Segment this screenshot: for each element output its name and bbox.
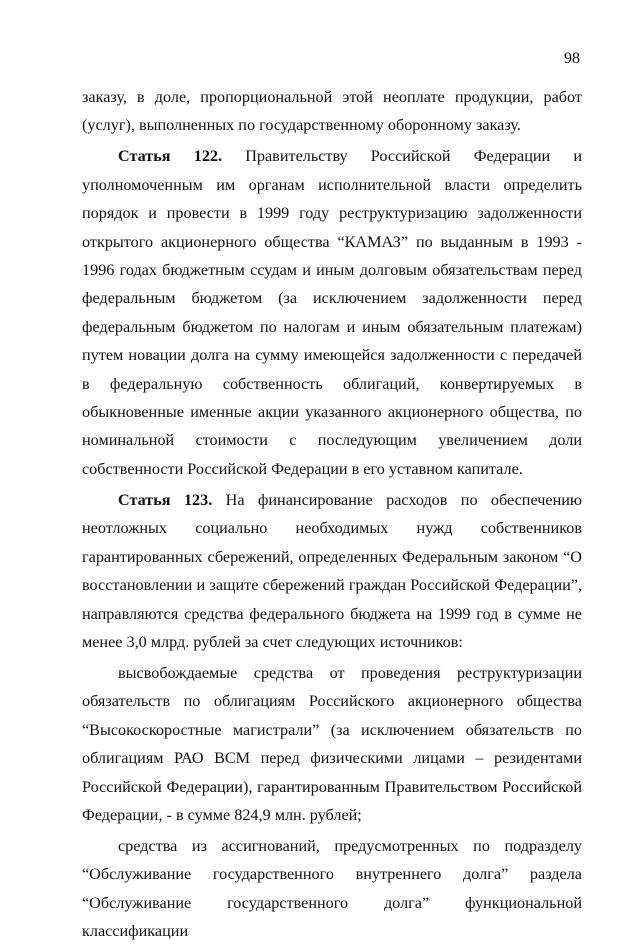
page-number: 98 [564, 50, 580, 67]
article-122-text: Правительству Российской Федерации и уполномоченным им органам исполнительной власти определить порядок и провести в 1999 году реструктуризацию задолженности открытого акционерного общества “КАМАЗ” по выданным в 1993 - 1996 годах бюджетным ссудам и иным долговым обязательствам перед федеральным бюджетом (за исключением задолженности перед федеральным бюджетом по налогам и иным обязательным платежам) путем новации долга на сумму имеющейся задолженности с передачей в федеральную собственность облигаций, конвертируемых в обыкновенные именные акции указанного акционерного общества, по номинальной стоимости с последующим увеличением доли собственности Российской Федерации в его уставном капитале. [82, 147, 582, 478]
article-122-heading: Статья 122. [118, 147, 223, 166]
article-123-heading: Статья 123. [118, 490, 213, 509]
paragraph-text: заказу, в доле, пропорциональной этой неоплате продукции, работ (услуг), выполненных по государственному оборонному заказу. [82, 88, 582, 135]
source-item-2 [82, 832, 582, 946]
document-body [82, 83, 582, 948]
paragraph-continuation [82, 83, 582, 140]
article-123-text: На финансирование расходов по обеспечению неотложных социально необходимых нужд собственников гарантированных сбережений, определенных Федеральным законом “О восстановлении и защите сбережений граждан Российской Федерации”, направляются средства федерального бюджета на 1999 год в сумме не менее 3,0 млрд. рублей за счет следующих источников: [82, 490, 583, 651]
source-item-2-text: средства из ассигнований, предусмотренных по подразделу “Обслуживание государственного внутреннего долга” раздела “Обслуживание государственного долга” функциональной классификации [82, 836, 582, 941]
article-122 [82, 142, 582, 483]
source-item-1-text: высвобождаемые средства от проведения реструктуризации обязательств по облигациям Российского акционерного общества “Высокоскоростные магистрали” (за исключением обязательств по облигациям РАО ВСМ перед физическими лицами – резидентами Российской Федерации), гарантированным Правительством Российской Федерации, - в сумме 824,9 млн. рублей; [82, 663, 582, 824]
source-item-1 [82, 659, 582, 829]
article-123 [82, 486, 582, 656]
